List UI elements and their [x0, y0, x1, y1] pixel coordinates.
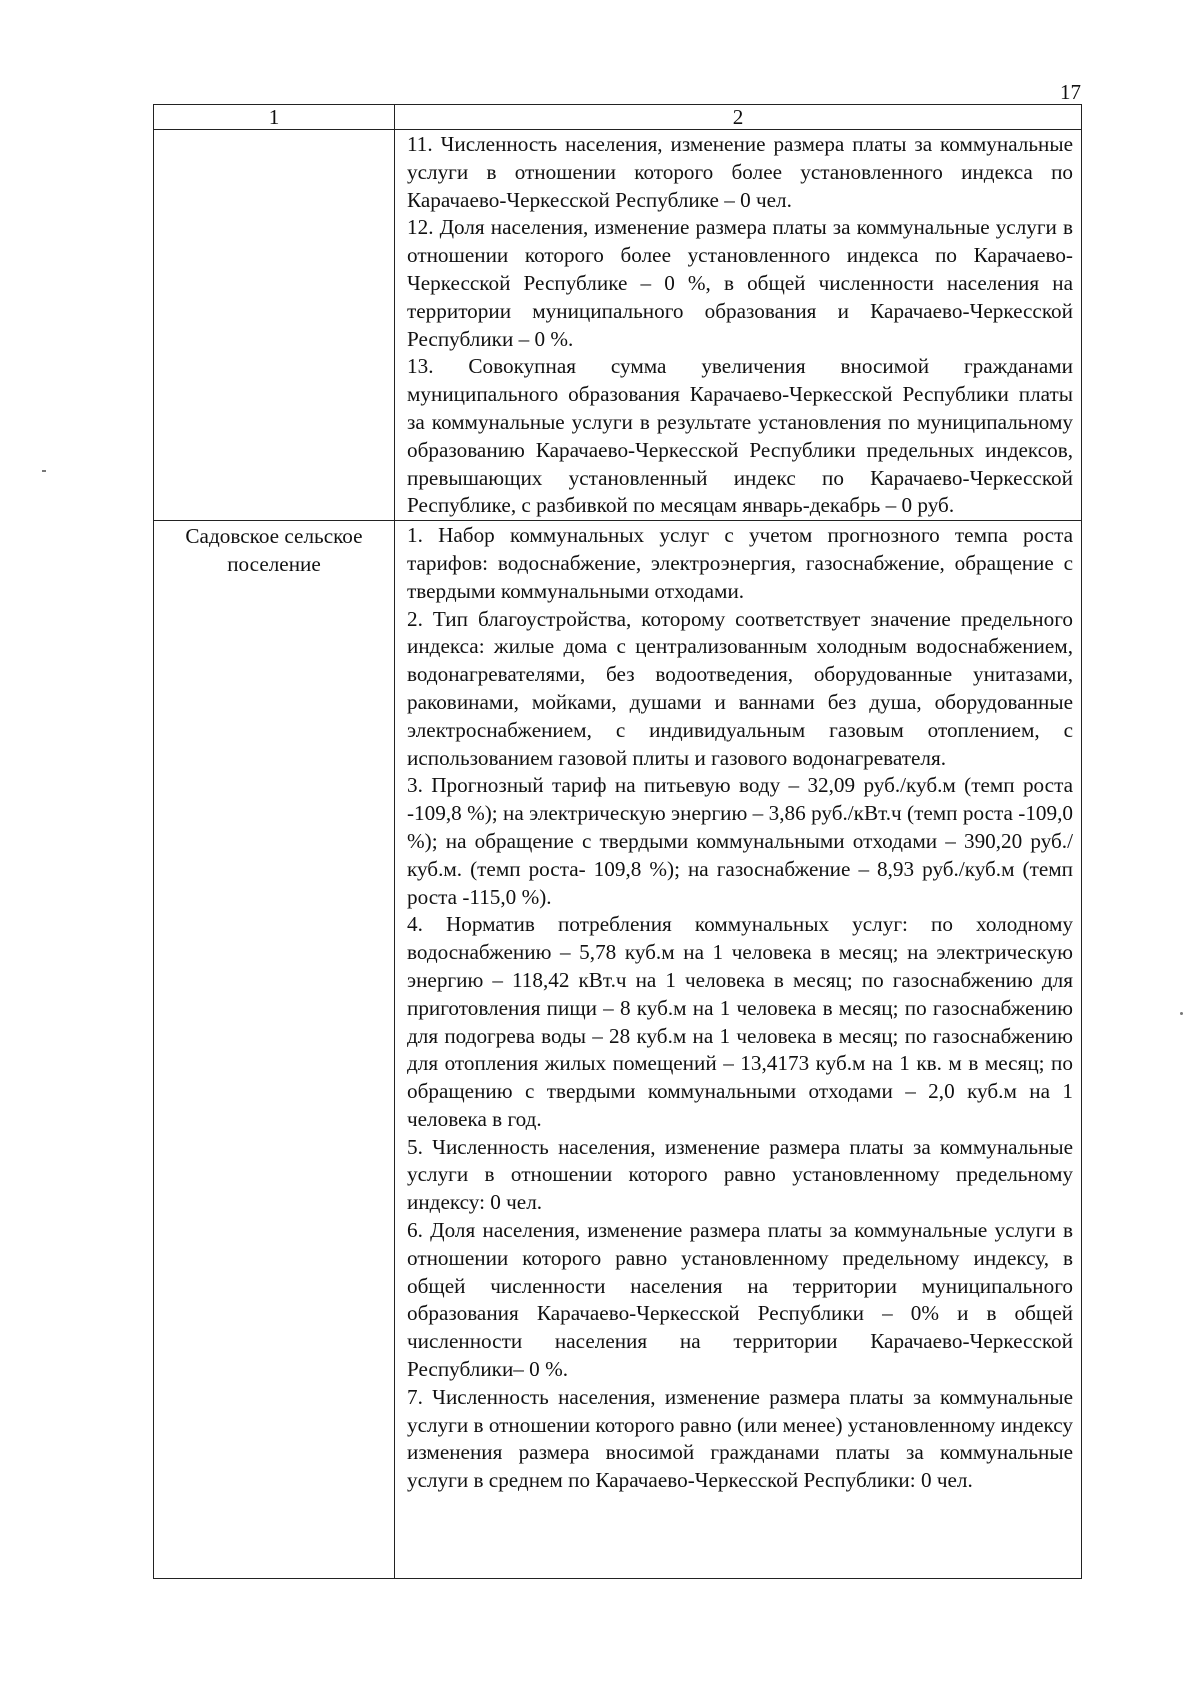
list-item: 2. Тип благоустройства, которому соответствует значение предельного индекса: жилые дома с централизованным холодным водоснабжением, водонагревателями, без водоотведения, оборудованные унитазами, раковинами, мойками, душами и ваннами без душа, оборудованные электроснабжением, с индивидуальным газовым отоплением, с использованием газовой плиты и газового водонагревателя.	[407, 606, 1073, 770]
list-item: 12. Доля населения, изменение размера платы за коммунальные услуги в отношении которого более установленного индекса по Карачаево-Черкесской Республике – 0 %, в общей численности населения на территории муниципального образования и Карачаево-Черкесской Республики – 0 %.	[407, 215, 1073, 351]
list-item: 5. Численность населения, изменение размера платы за коммунальные услуги в отношении которого равно установленному предельному индексу: 0 чел.	[407, 1134, 1073, 1215]
column-header-1: 1	[154, 105, 395, 130]
list-item: 11. Численность населения, изменение размера платы за коммунальные услуги в отношении которого более установленного индекса по Карачаево-Черкесской Республике – 0 чел.	[407, 132, 1073, 212]
table-header-row	[154, 105, 1082, 130]
list-item: 7. Численность населения, изменение размера платы за коммунальные услуги в отношении которого равно (или менее) установленному индексу изменения размера вносимой гражданами платы за коммунальные услуги в среднем по Карачаево-Черкесской Республики: 0 чел.	[407, 1384, 1073, 1493]
list-item: 13. Совокупная сумма увеличения вносимой гражданами муниципального образования Карачаево-Черкесской Республики платы за коммунальные услуги в результате установления по муниципальному образованию Карачаево-Черкесской Республики предельных индексов, превышающих установленный индекс по Карачаево-Черкесской Республике, с разбивкой по месяцам январь-декабрь – 0 руб.	[407, 354, 1073, 518]
page-number: 17	[1060, 80, 1081, 104]
table-row	[154, 521, 1082, 1579]
column-header-2: 2	[395, 105, 1082, 130]
list-item: 3. Прогнозный тариф на питьевую воду – 32,09 руб./куб.м (темп роста -109,8 %); на электрическую энергию – 3,86 руб./кВт.ч (темп роста -109,0 %); на обращение с твердыми коммунальными отходами – 390,20 руб./куб.м. (темп роста- 109,8 %); на газоснабжение – 8,93 руб./куб.м (темп роста -115,0 %).	[407, 773, 1073, 909]
list-item: 6. Доля населения, изменение размера платы за коммунальные услуги в отношении которого равно установленному предельному индексу, в общей численности населения на территории муниципального образования Карачаево-Черкесской Республики – 0% и в общей численности населения на территории Карачаево-Черкесской Республики– 0 %.	[407, 1218, 1073, 1382]
list-item: 4. Норматив потребления коммунальных услуг: по холодному водоснабжению – 5,78 куб.м на 1 человека в месяц; на электрическую энергию – 118,42 кВт.ч на 1 человека в месяц; по газоснабжению для приготовления пищи – 8 куб.м на 1 человека в месяц; по газоснабжению для подогрева воды – 28 куб.м на 1 человека в месяц; по газоснабжению для отопления жилых помещений – 13,4173 куб.м на 1 кв. м в месяц; по обращению с твердыми коммунальными отходами – 2,0 куб.м на 1 человека в год.	[407, 912, 1073, 1131]
description-cell	[395, 130, 1082, 521]
municipality-cell	[154, 130, 395, 521]
scan-speck	[42, 470, 46, 472]
scan-speck	[1180, 1012, 1183, 1015]
list-item: 1. Набор коммунальных услуг с учетом прогнозного темпа роста тарифов: водоснабжение, электроэнергия, газоснабжение, обращение с твердыми коммунальными отходами.	[407, 523, 1073, 603]
content-table	[153, 104, 1082, 1579]
municipality-cell: Садовское сельское поселение	[154, 521, 395, 1579]
table-row	[154, 130, 1082, 521]
description-cell	[395, 521, 1082, 1579]
